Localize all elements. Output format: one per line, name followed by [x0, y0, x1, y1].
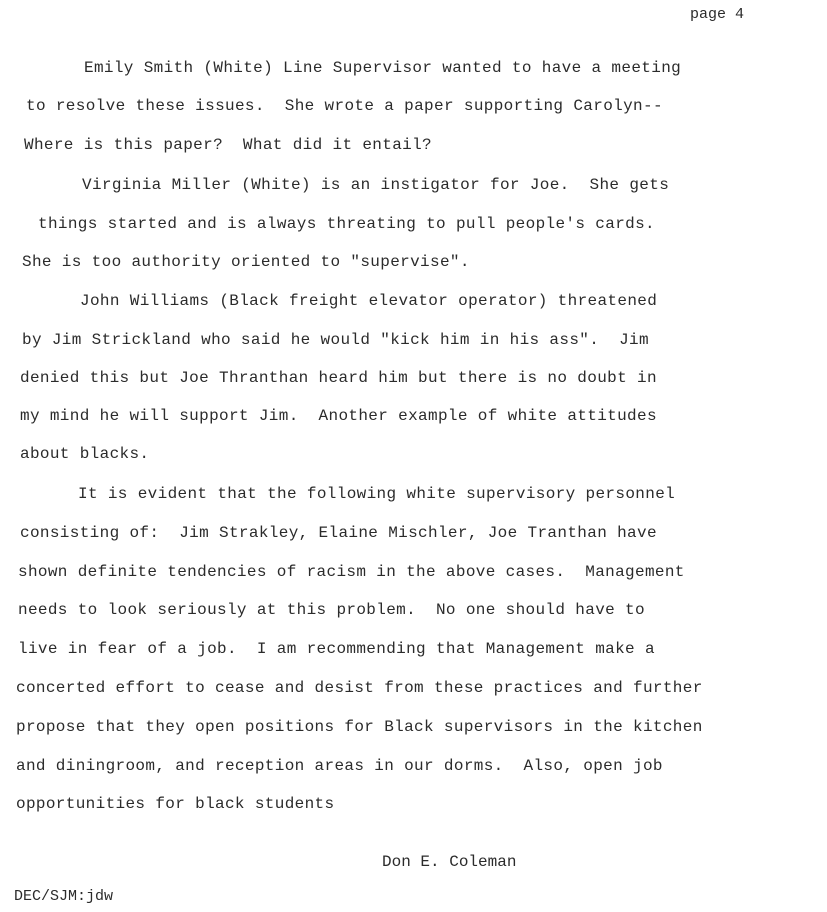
text-line: Virginia Miller (White) is an instigator for Joe. She gets: [82, 176, 670, 194]
text-line: concerted effort to cease and desist from these practices and further: [16, 679, 703, 697]
page-number: page 4: [690, 6, 745, 23]
text-line: Emily Smith (White) Line Supervisor wanted to have a meeting: [84, 59, 682, 77]
text-line: needs to look seriously at this problem. No one should have to: [18, 601, 645, 619]
text-line: about blacks.: [20, 445, 150, 463]
text-line: my mind he will support Jim. Another example of white attitudes: [20, 407, 657, 425]
text-line: denied this but Joe Thranthan heard him but there is no doubt in: [20, 369, 657, 387]
text-line: John Williams (Black freight elevator operator) threatened: [80, 292, 658, 310]
text-line: opportunities for black students: [16, 795, 335, 813]
text-line: She is too authority oriented to "supervise".: [22, 253, 470, 271]
text-line: things started and is always threating to pull people's cards.: [38, 215, 655, 233]
text-line: to resolve these issues. She wrote a paper supporting Carolyn--: [26, 97, 663, 115]
text-line: propose that they open positions for Black supervisors in the kitchen: [16, 718, 703, 736]
text-line: consisting of: Jim Strakley, Elaine Mischler, Joe Tranthan have: [20, 524, 657, 542]
text-line: by Jim Strickland who said he would "kick him in his ass". Jim: [22, 331, 649, 349]
text-line: shown definite tendencies of racism in the above cases. Management: [18, 563, 685, 581]
text-line: It is evident that the following white supervisory personnel: [78, 485, 676, 503]
text-line: Where is this paper? What did it entail?: [24, 136, 433, 154]
reference-initials: DEC/SJM:jdw: [14, 888, 114, 905]
signature: Don E. Coleman: [382, 853, 517, 871]
text-line: live in fear of a job. I am recommending that Management make a: [18, 640, 655, 658]
text-line: and diningroom, and reception areas in our dorms. Also, open job: [16, 757, 663, 775]
